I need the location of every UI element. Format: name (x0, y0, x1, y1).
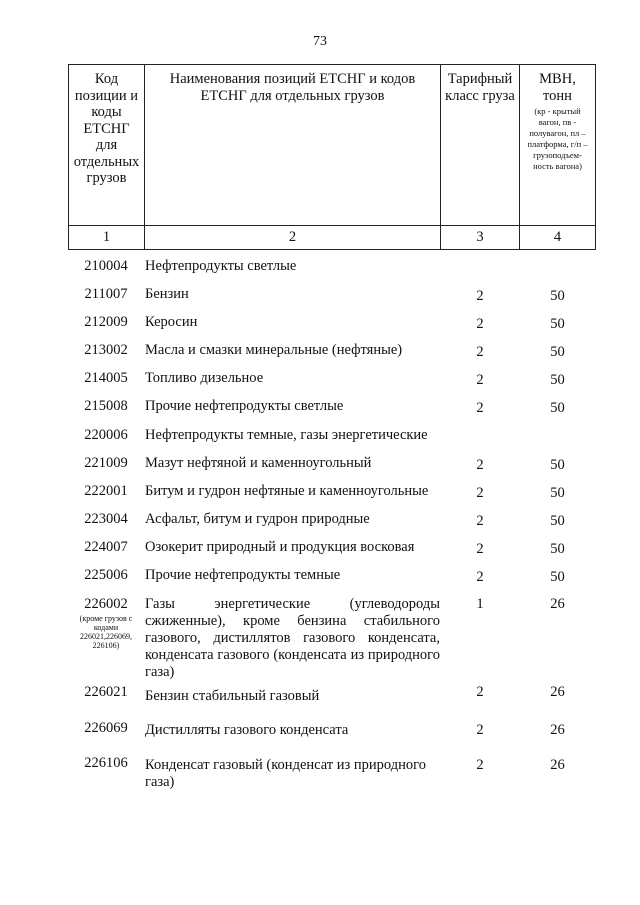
row-name: Масла и смазки минеральные (нефтяные) (145, 342, 403, 358)
row-name: Прочие нефтепродукты темные (145, 567, 341, 583)
row-code: 224007 (84, 539, 128, 555)
row-class: 2 (476, 344, 484, 360)
header-mbn-title: МВН, тонн (539, 71, 576, 104)
row-name: Асфальт, битум и гудрон природные (145, 511, 370, 527)
row-name: Нефтепродукты темные, газы энергетические (145, 427, 428, 443)
row-code: 222001 (84, 483, 128, 499)
row-mbn: 50 (550, 400, 565, 416)
header-mbn (519, 64, 596, 226)
row-mbn: 26 (550, 722, 565, 738)
row-code: 221009 (84, 455, 128, 471)
row-name: Озокерит природный и продукция восковая (145, 539, 415, 555)
row-class: 2 (476, 757, 484, 773)
row-mbn: 50 (550, 513, 565, 529)
row-code-note: (кроме грузов с кодами 226021,226069, 226106) (79, 614, 133, 650)
row-code (68, 596, 144, 650)
row-name: Мазут нефтяной и каменноугольный (145, 455, 372, 471)
row-mbn: 50 (550, 485, 565, 501)
row-code: 225006 (84, 567, 128, 583)
row-code: 215008 (84, 398, 128, 414)
column-number-1: 1 (68, 225, 145, 250)
row-code: 226106 (84, 755, 128, 771)
header-name (144, 64, 441, 226)
row-name: Дистилляты газового конденсата (145, 722, 349, 738)
row-mbn: 50 (550, 457, 565, 473)
row-class: 2 (476, 513, 484, 529)
header-class-label: Тарифный класс груза (445, 71, 515, 104)
row-code: 212009 (84, 314, 128, 330)
row-code: 226069 (84, 720, 128, 736)
header-class (440, 64, 520, 226)
row-code: 220006 (84, 427, 128, 443)
row-code: 214005 (84, 370, 128, 386)
row-mbn: 50 (550, 569, 565, 585)
row-class: 2 (476, 457, 484, 473)
row-name: Газы энергетические (углеводороды сжиженные), кроме бензина стабильного газового, дистиллятов газового конденсата, конденсата газового (конденсата из природного газа) (145, 596, 440, 680)
header-code (68, 64, 145, 226)
row-code: 226021 (84, 684, 128, 700)
row-mbn: 50 (550, 541, 565, 557)
row-class: 2 (476, 722, 484, 738)
row-class: 1 (476, 596, 484, 612)
row-class: 2 (476, 684, 484, 700)
column-number-3: 3 (440, 225, 520, 250)
row-name: Керосин (145, 314, 198, 330)
row-name: Прочие нефтепродукты светлые (145, 398, 344, 414)
header-name-label: Наименования позиций ЕТСНГ и кодов ЕТСНГ для отдельных грузов (169, 71, 416, 104)
row-mbn: 50 (550, 316, 565, 332)
header-mbn-note: (кр - крытый вагон, пв - полувагон, пл – платформа, г/п – грузоподъем-ность вагона) (527, 106, 588, 171)
row-code: 213002 (84, 342, 128, 358)
row-mbn: 50 (550, 288, 565, 304)
row-mbn: 26 (550, 684, 565, 700)
row-name: Нефтепродукты светлые (145, 258, 297, 274)
column-number-4: 4 (519, 225, 596, 250)
row-code: 223004 (84, 511, 128, 527)
column-number-2: 2 (144, 225, 441, 250)
row-class: 2 (476, 316, 484, 332)
row-class: 2 (476, 541, 484, 557)
row-class: 2 (476, 400, 484, 416)
row-code-value: 226002 (84, 596, 128, 612)
row-mbn: 26 (550, 757, 565, 773)
row-class: 2 (476, 569, 484, 585)
row-class: 2 (476, 288, 484, 304)
row-name: Битум и гудрон нефтяные и каменноугольные (145, 483, 429, 499)
row-name: Топливо дизельное (145, 370, 264, 386)
page-number: 73 (313, 34, 327, 49)
row-name: Бензин (145, 286, 189, 302)
row-class: 2 (476, 372, 484, 388)
row-code: 211007 (84, 286, 128, 302)
row-name: Бензин стабильный газовый (145, 688, 320, 704)
header-code-label: Код позиции и коды ЕТСНГ для отдельных грузов (73, 71, 140, 186)
row-mbn: 26 (550, 596, 565, 612)
row-class: 2 (476, 485, 484, 501)
row-code: 210004 (84, 258, 128, 274)
row-mbn: 50 (550, 372, 565, 388)
row-name: Конденсат газовый (конденсат из природного газа) (145, 757, 426, 790)
row-mbn: 50 (550, 344, 565, 360)
